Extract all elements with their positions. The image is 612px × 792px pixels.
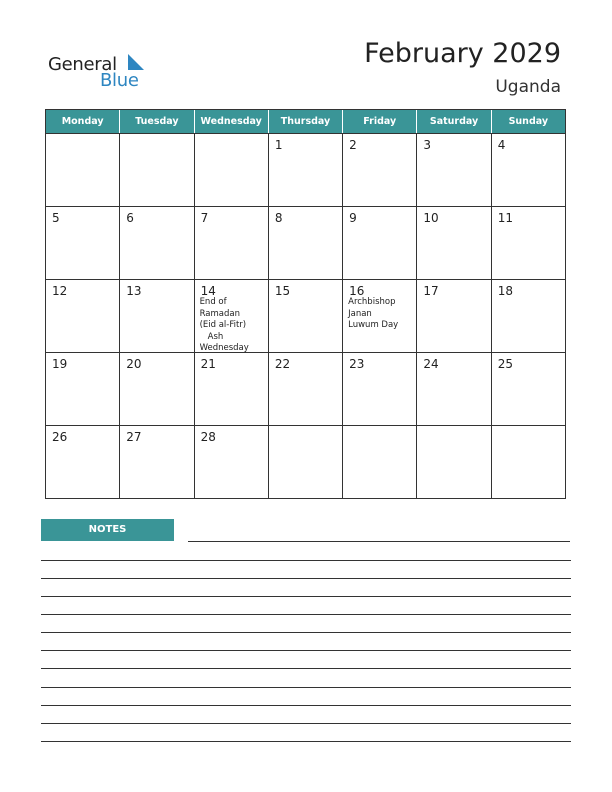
day-number: 24 bbox=[423, 357, 439, 371]
day-cell bbox=[269, 353, 343, 425]
day-number: 3 bbox=[423, 138, 432, 152]
day-cell bbox=[417, 353, 491, 425]
week-row bbox=[46, 425, 565, 498]
day-cell bbox=[120, 134, 194, 206]
logo-text-general: General bbox=[48, 54, 117, 75]
calendar-grid bbox=[45, 109, 566, 499]
notes-line bbox=[41, 741, 571, 742]
weekday-header-row bbox=[46, 110, 565, 133]
day-number: 18 bbox=[497, 284, 513, 298]
weekday-header-tuesday: Tuesday bbox=[120, 110, 194, 133]
day-number: 27 bbox=[126, 430, 142, 444]
day-number: 23 bbox=[349, 357, 365, 371]
day-number: 14 bbox=[200, 284, 216, 298]
day-number: 17 bbox=[423, 284, 439, 298]
week-row bbox=[46, 133, 565, 206]
day-number: 15 bbox=[274, 284, 291, 298]
event-text: End of bbox=[199, 297, 227, 307]
calendar-title: February 2029 bbox=[364, 38, 561, 69]
day-number: 28 bbox=[200, 430, 216, 444]
day-cell bbox=[269, 207, 343, 279]
day-cell bbox=[417, 280, 491, 352]
day-number: 19 bbox=[52, 357, 68, 371]
day-cell bbox=[492, 134, 565, 206]
day-cell bbox=[492, 207, 565, 279]
day-cell bbox=[417, 134, 491, 206]
day-cell bbox=[492, 280, 565, 352]
day-cell bbox=[343, 353, 417, 425]
day-number: 20 bbox=[126, 357, 142, 371]
day-cell bbox=[417, 207, 491, 279]
day-number: 6 bbox=[126, 211, 134, 225]
weekday-header-monday: Monday bbox=[46, 110, 120, 133]
event-text: (Eid al-Fitr) bbox=[199, 320, 247, 330]
notes-line bbox=[41, 632, 571, 633]
day-number: 11 bbox=[497, 211, 513, 225]
day-cell bbox=[195, 207, 269, 279]
logo-flag-icon bbox=[128, 54, 144, 70]
day-cell bbox=[46, 134, 120, 206]
day-cell bbox=[46, 207, 120, 279]
day-cell bbox=[46, 280, 120, 352]
weeks-container bbox=[46, 133, 565, 498]
day-number: 12 bbox=[52, 284, 68, 298]
day-number: 21 bbox=[200, 357, 216, 371]
weekday-header-wednesday: Wednesday bbox=[195, 110, 269, 133]
notes-line bbox=[41, 650, 571, 651]
day-cell bbox=[269, 426, 343, 498]
day-number: 5 bbox=[52, 211, 60, 225]
event-text: Archbishop bbox=[348, 297, 396, 307]
notes-line bbox=[41, 705, 571, 706]
notes-line bbox=[41, 614, 571, 615]
notes-line bbox=[41, 578, 571, 579]
day-cell bbox=[417, 426, 491, 498]
weekday-header-thursday: Thursday bbox=[269, 110, 343, 133]
day-events bbox=[200, 297, 266, 352]
calendar-country: Uganda bbox=[495, 77, 561, 97]
day-cell bbox=[120, 426, 194, 498]
generalblue-logo bbox=[48, 52, 158, 92]
day-cell bbox=[46, 353, 120, 425]
notes-label: NOTES bbox=[41, 519, 174, 541]
day-number: 2 bbox=[349, 138, 357, 152]
weekday-header-sunday: Sunday bbox=[508, 116, 549, 127]
day-cell bbox=[195, 280, 269, 352]
day-events bbox=[348, 297, 414, 332]
day-cell bbox=[120, 353, 194, 425]
day-number: 1 bbox=[274, 138, 283, 152]
event-text: Wednesday bbox=[199, 343, 249, 352]
day-number: 13 bbox=[126, 284, 142, 298]
day-cell bbox=[269, 134, 343, 206]
day-number: 9 bbox=[349, 211, 357, 225]
day-cell bbox=[120, 207, 194, 279]
day-cell bbox=[195, 353, 269, 425]
day-cell bbox=[46, 426, 120, 498]
day-cell bbox=[343, 207, 417, 279]
day-number: 10 bbox=[423, 211, 439, 225]
event-text: Ramadan bbox=[199, 308, 240, 319]
notes-line bbox=[41, 687, 571, 688]
day-number: 8 bbox=[274, 211, 283, 225]
event-text: Luwum Day bbox=[348, 320, 399, 330]
day-cell bbox=[343, 426, 417, 498]
day-number: 16 bbox=[349, 284, 365, 298]
notes-line bbox=[41, 668, 571, 669]
week-row bbox=[46, 279, 565, 352]
day-cell bbox=[269, 280, 343, 352]
day-number: 22 bbox=[274, 357, 291, 371]
day-number: 26 bbox=[52, 430, 68, 444]
logo-text-blue: Blue bbox=[100, 70, 139, 91]
event-text: Ash bbox=[199, 331, 224, 342]
notes-line bbox=[41, 723, 571, 724]
week-row bbox=[46, 206, 565, 279]
day-cell bbox=[120, 280, 194, 352]
notes-line bbox=[188, 541, 570, 542]
day-number: 4 bbox=[497, 138, 506, 152]
day-number: 25 bbox=[497, 357, 513, 371]
day-number: 7 bbox=[200, 211, 209, 225]
weekday-header-friday: Friday bbox=[343, 110, 417, 133]
weekday-header-saturday: Saturday bbox=[417, 110, 491, 133]
day-cell bbox=[195, 134, 269, 206]
day-cell bbox=[343, 280, 417, 352]
day-cell bbox=[492, 426, 565, 498]
notes-line bbox=[41, 596, 571, 597]
day-cell bbox=[343, 134, 417, 206]
week-row bbox=[46, 352, 565, 425]
day-cell bbox=[492, 353, 565, 425]
event-text: Janan bbox=[348, 308, 372, 319]
day-cell bbox=[195, 426, 269, 498]
notes-line bbox=[41, 560, 571, 561]
